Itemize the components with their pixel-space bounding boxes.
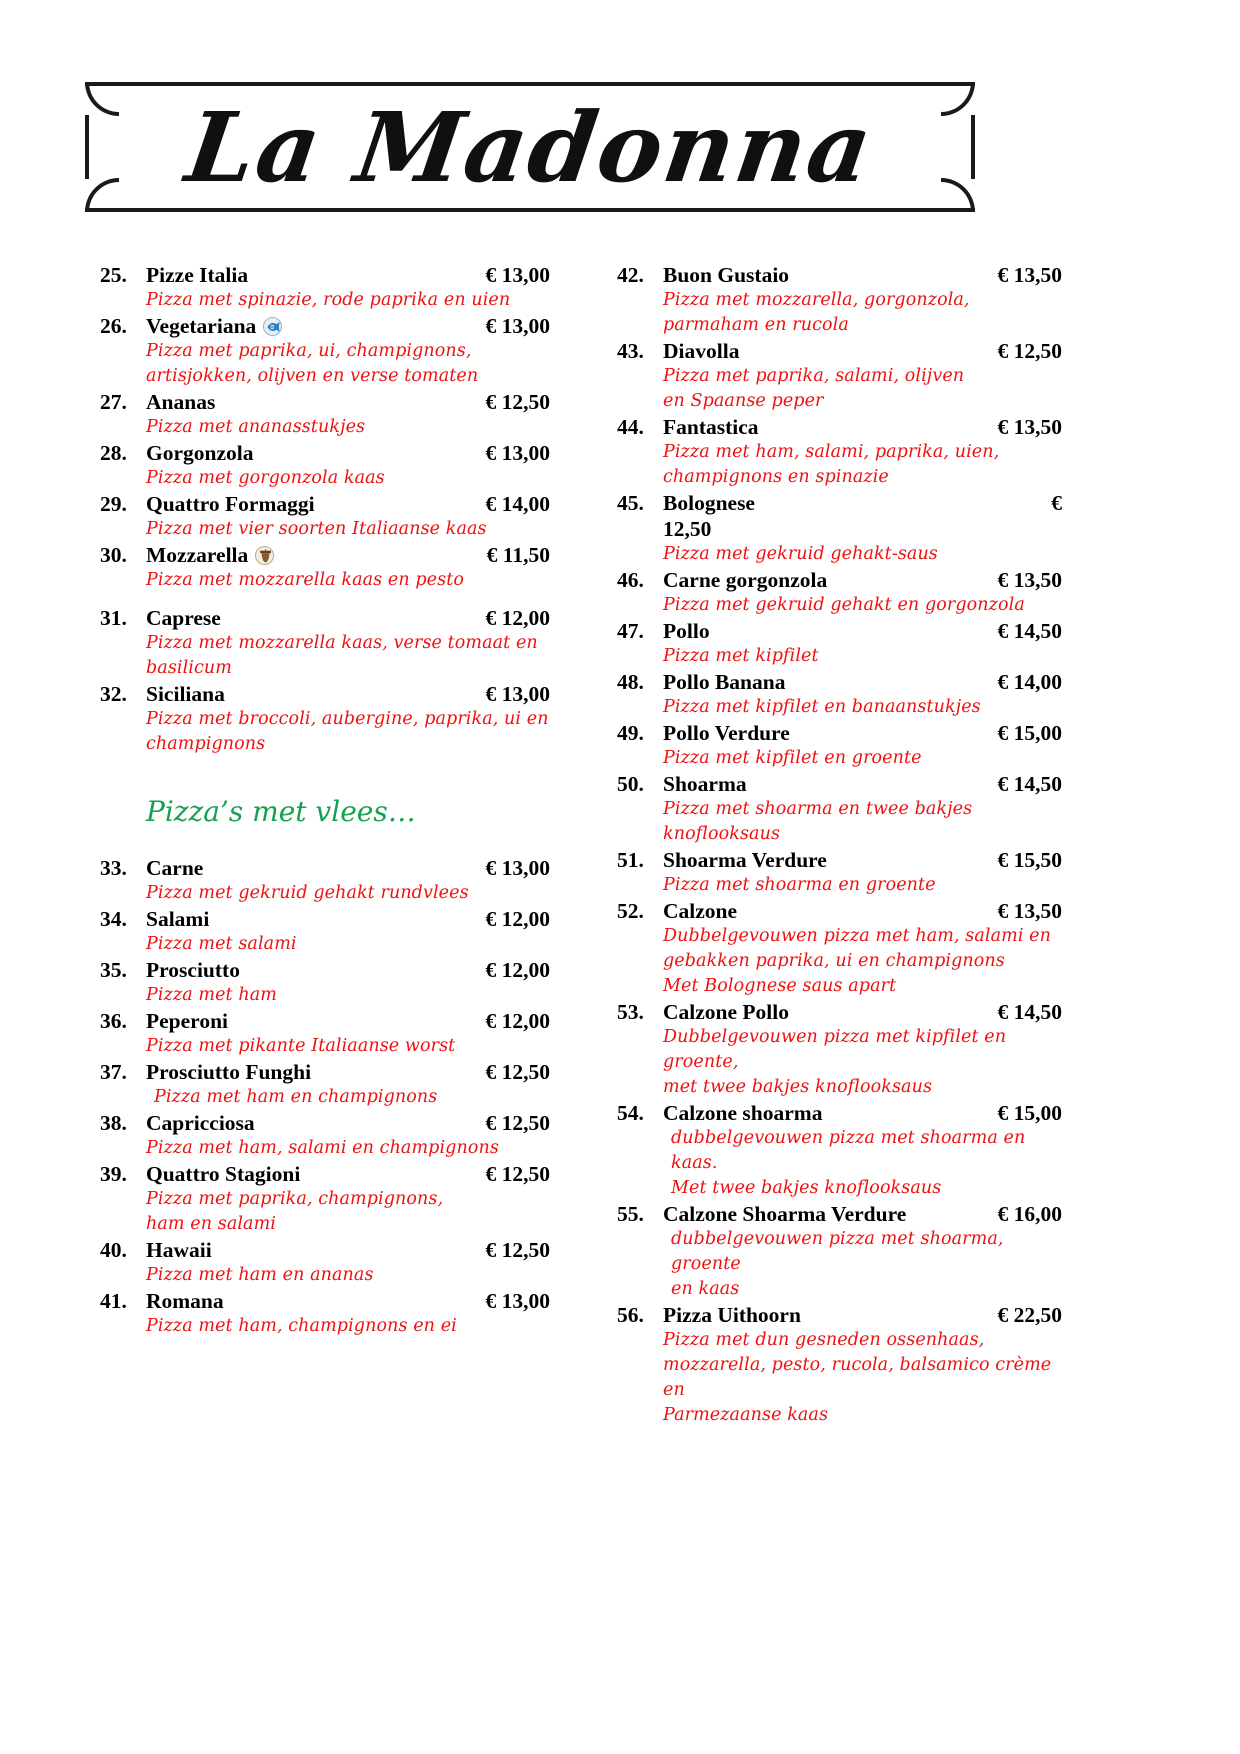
- menu-item: [100, 491, 550, 542]
- menu-item-description-line: Pizza met kipfilet en banaanstukjes: [663, 697, 981, 717]
- menu-item-description-line: Pizza met kipfilet: [663, 646, 819, 666]
- menu-item-name: [146, 1059, 476, 1085]
- menu-item-price: € 13,50: [997, 263, 1062, 287]
- menu-item-number: 43.: [617, 339, 644, 363]
- menu-item-header: [100, 1110, 550, 1136]
- menu-item: [617, 1302, 1062, 1428]
- menu-item-name-text: Calzone: [663, 899, 738, 923]
- menu-item-name: [146, 313, 476, 339]
- menu-item-price: € 12,50: [997, 339, 1062, 363]
- menu-column-left: [100, 262, 550, 1339]
- menu-item-description: [100, 932, 550, 957]
- menu-item-description-line: Pizza met dun gesneden ossenhaas,: [663, 1330, 985, 1350]
- menu-item-description-line: Pizza met ham, salami, paprika, uien,: [663, 442, 1000, 462]
- menu-item-description-line: champignons: [146, 734, 266, 754]
- menu-item: [617, 847, 1062, 898]
- menu-item: [100, 605, 550, 681]
- menu-item-number: 26.: [100, 314, 127, 338]
- menu-item-number: 34.: [100, 907, 127, 931]
- menu-item-price: €: [1051, 491, 1062, 515]
- menu-item-description-line: Pizza met paprika, ui, champignons,: [146, 341, 472, 361]
- menu-item-name-text: Fantastica: [663, 415, 759, 439]
- menu-item-name-text: Carne: [146, 856, 204, 880]
- menu-item-price: € 13,00: [485, 314, 550, 338]
- menu-item-description-line: met twee bakjes knoflooksaus: [663, 1077, 933, 1097]
- menu-item-name-text: Mozzarella: [146, 543, 249, 567]
- menu-item-description-line: Pizza met gekruid gehakt-saus: [663, 544, 938, 564]
- menu-item-description: [617, 542, 1062, 567]
- menu-item-description: [100, 415, 550, 440]
- menu-item-header: [100, 906, 550, 932]
- menu-item: [617, 1201, 1062, 1302]
- menu-item-header: [100, 1008, 550, 1034]
- menu-item-description-line: en kaas: [671, 1279, 740, 1299]
- menu-item-description: [100, 517, 550, 542]
- menu-item-header: [617, 847, 1062, 873]
- menu-item-description-line: Pizza met broccoli, aubergine, paprika, ui en: [146, 709, 549, 729]
- menu-item-name: [663, 999, 988, 1025]
- menu-item-header: [100, 1161, 550, 1187]
- menu-item-number: 29.: [100, 492, 127, 516]
- menu-item-description-line: gebakken paprika, ui en champignons: [663, 951, 1005, 971]
- menu-item-description-line: Pizza met ham, salami en champignons: [146, 1138, 499, 1158]
- menu-item-description-line: Pizza met mozzarella kaas en pesto: [146, 570, 464, 590]
- menu-item-description: [617, 364, 1062, 414]
- menu-item-description-line: en Spaanse peper: [663, 391, 824, 411]
- menu-item-description-line: Pizza met kipfilet en groente: [663, 748, 922, 768]
- menu-item-name: [663, 669, 988, 695]
- menu-item-header: [100, 681, 550, 707]
- menu-item-price: € 22,50: [997, 1303, 1062, 1327]
- menu-item-description: [100, 1187, 550, 1237]
- menu-item-description: [617, 1328, 1062, 1428]
- menu-item-name: [146, 855, 476, 881]
- menu-item-name-text: Gorgonzola: [146, 441, 254, 465]
- menu-item-number: 44.: [617, 415, 644, 439]
- menu-column-right: [617, 262, 1062, 1428]
- menu-item-name: [663, 1302, 988, 1328]
- menu-item-name: [146, 906, 476, 932]
- menu-item-description: [100, 339, 550, 389]
- menu-item-name: [146, 262, 476, 288]
- menu-item: [100, 957, 550, 1008]
- menu-item-number: 28.: [100, 441, 127, 465]
- menu-item: [100, 1288, 550, 1339]
- menu-item-header: [100, 491, 550, 517]
- menu-item-header: [617, 720, 1062, 746]
- menu-item-number: 50.: [617, 772, 644, 796]
- menu-item: [100, 906, 550, 957]
- menu-item-price: € 13,00: [485, 1289, 550, 1313]
- menu-item: [617, 618, 1062, 669]
- menu-item-price: € 13,00: [485, 856, 550, 880]
- menu-item-description: [100, 466, 550, 491]
- menu-item-number: 38.: [100, 1111, 127, 1135]
- menu-item-header: [617, 898, 1062, 924]
- menu-item: [100, 1110, 550, 1161]
- menu-item-description: [617, 695, 1062, 720]
- menu-item-number: 35.: [100, 958, 127, 982]
- menu-item-name: [663, 414, 988, 440]
- menu-item-price: € 12,00: [485, 1009, 550, 1033]
- menu-item-description-line: Pizza met pikante Italiaanse worst: [146, 1036, 456, 1056]
- menu-item-header: [100, 313, 550, 339]
- menu-item-description: [617, 924, 1062, 999]
- menu-item-description: [617, 746, 1062, 771]
- menu-item-price: € 14,50: [997, 1000, 1062, 1024]
- menu-item-description-line: Pizza met vier soorten Italiaanse kaas: [146, 519, 487, 539]
- menu-item-description-line: Pizza met salami: [146, 934, 297, 954]
- menu-item-name-text: Pizza Uithoorn: [663, 1303, 801, 1327]
- menu-item-price: € 12,00: [485, 606, 550, 630]
- menu-item-name: [146, 605, 476, 631]
- menu-item-price: € 14,00: [997, 670, 1062, 694]
- menu-item-header: [100, 1288, 550, 1314]
- menu-item-name-text: Peperoni: [146, 1009, 229, 1033]
- menu-item-description: [617, 593, 1062, 618]
- menu-item: [617, 898, 1062, 999]
- menu-item-price: € 15,50: [997, 848, 1062, 872]
- menu-item-header: [100, 1237, 550, 1263]
- menu-item-header: [617, 771, 1062, 797]
- menu-item-name: [146, 681, 476, 707]
- menu-item: [100, 1161, 550, 1237]
- menu-item-name-text: Pollo Banana: [663, 670, 786, 694]
- menu-item-description-line: Met twee bakjes knoflooksaus: [671, 1178, 942, 1198]
- menu-item-name: [663, 1201, 988, 1227]
- menu-item-name-text: Calzone Pollo: [663, 1000, 789, 1024]
- menu-item-name-text: Shoarma Verdure: [663, 848, 827, 872]
- menu-item-header: [100, 605, 550, 631]
- menu-item: [100, 855, 550, 906]
- menu-item-header: [100, 389, 550, 415]
- restaurant-name: La Madonna: [179, 91, 881, 204]
- menu-item-description-line: Pizza met paprika, salami, olijven: [663, 366, 965, 386]
- menu-item-name: [146, 1008, 476, 1034]
- menu-item: [617, 338, 1062, 414]
- menu-item-name-text: Buon Gustaio: [663, 263, 790, 287]
- menu-item-header: [100, 262, 550, 288]
- menu-item-name-text: Pizze Italia: [146, 263, 249, 287]
- menu-item-description: [617, 1025, 1062, 1100]
- menu-item-name: [663, 567, 988, 593]
- menu-item-description: [100, 288, 550, 313]
- menu-item-name: [663, 1100, 988, 1126]
- menu-item: [100, 262, 550, 313]
- menu-item-price: € 13,50: [997, 568, 1062, 592]
- menu-item: [100, 440, 550, 491]
- menu-item-number: 54.: [617, 1101, 644, 1125]
- menu-item-price: € 13,00: [485, 441, 550, 465]
- menu-item-header: [617, 414, 1062, 440]
- menu-item-description-line: Pizza met shoarma en groente: [663, 875, 936, 895]
- menu-item-number: 48.: [617, 670, 644, 694]
- menu-item-name-text: Bolognese: [663, 491, 755, 515]
- menu-item-number: 55.: [617, 1202, 644, 1226]
- menu-item-header: [617, 262, 1062, 288]
- menu-item-description: [100, 1034, 550, 1059]
- menu-item-price: € 15,00: [997, 1101, 1062, 1125]
- menu-item-number: 56.: [617, 1303, 644, 1327]
- menu-item-price: € 13,00: [485, 263, 550, 287]
- menu-item-name: [146, 389, 476, 415]
- menu-item-name: [663, 898, 988, 924]
- menu-item-name-text: Pollo: [663, 619, 710, 643]
- menu-item: [100, 1008, 550, 1059]
- menu-item-description-line: mozzarella, pesto, rucola, balsamico crème en: [663, 1355, 1052, 1400]
- menu-item: [617, 720, 1062, 771]
- menu-item-price: € 15,00: [997, 721, 1062, 745]
- menu-item-price: € 12,50: [485, 1060, 550, 1084]
- menu-item-header: [617, 567, 1062, 593]
- menu-item-description-line: Parmezaanse kaas: [663, 1405, 829, 1425]
- menu-item-name: [146, 542, 477, 568]
- menu-item-name: [663, 847, 988, 873]
- menu-item-description-line: Pizza met ham en ananas: [146, 1265, 374, 1285]
- menu-item-name-text: Prosciutto: [146, 958, 240, 982]
- menu-item-number: 46.: [617, 568, 644, 592]
- menu-item-price: € 13,00: [485, 682, 550, 706]
- menu-item-name: [663, 490, 755, 516]
- menu-item-description-line: basilicum: [146, 658, 232, 678]
- menu-item-description: [617, 1126, 1062, 1201]
- menu-item-description: [617, 873, 1062, 898]
- menu-item-number: 36.: [100, 1009, 127, 1033]
- menu-item-number: 33.: [100, 856, 127, 880]
- menu-item-number: 30.: [100, 543, 127, 567]
- menu-item-description-line: Pizza met ham en champignons: [154, 1087, 438, 1107]
- menu-item: [100, 542, 550, 593]
- menu-item-name-text: Caprese: [146, 606, 221, 630]
- menu-item-name-text: Diavolla: [663, 339, 740, 363]
- menu-item-header: [617, 1100, 1062, 1126]
- menu-item-header: [100, 957, 550, 983]
- menu-item-number: 45.: [617, 491, 644, 515]
- menu-item-number: 47.: [617, 619, 644, 643]
- menu-item-price: € 14,50: [997, 772, 1062, 796]
- menu-item-name-text: Carne gorgonzola: [663, 568, 828, 592]
- menu-item-header: [617, 1302, 1062, 1328]
- menu-item-price: € 13,50: [997, 415, 1062, 439]
- menu-item-name-text: Capricciosa: [146, 1111, 255, 1135]
- menu-item-header: [100, 542, 550, 568]
- menu-item-description: [100, 1314, 550, 1339]
- menu-item-description-line: Pizza met ham: [146, 985, 277, 1005]
- menu-item: [617, 669, 1062, 720]
- menu-item-number: 49.: [617, 721, 644, 745]
- menu-item: [100, 313, 550, 389]
- menu-item-name-text: Salami: [146, 907, 210, 931]
- menu-item-description-line: Pizza met ham, champignons en ei: [146, 1316, 457, 1336]
- menu-item-name-text: Ananas: [146, 390, 216, 414]
- section-heading: Pizza’s met vlees…: [146, 795, 416, 828]
- menu-item-number: 52.: [617, 899, 644, 923]
- menu-item-name-text: Hawaii: [146, 1238, 212, 1262]
- menu-item-name-text: Calzone Shoarma Verdure: [663, 1202, 907, 1226]
- menu-item-header: [617, 618, 1062, 644]
- menu-item-description-line: Pizza met spinazie, rode paprika en uien: [146, 290, 511, 310]
- menu-item-number: 32.: [100, 682, 127, 706]
- menu-item-description-line: Pizza met gekruid gehakt rundvlees: [146, 883, 469, 903]
- menu-item-header: [617, 669, 1062, 695]
- menu-item-name-text: Calzone shoarma: [663, 1101, 823, 1125]
- menu-item-number: 27.: [100, 390, 127, 414]
- menu-item: [100, 1237, 550, 1288]
- menu-item-name: [146, 1237, 476, 1263]
- menu-item-name: [146, 957, 476, 983]
- menu-item-description: [617, 288, 1062, 338]
- menu-item-name: [663, 771, 988, 797]
- menu-item-number: 42.: [617, 263, 644, 287]
- menu-item-name-text: Vegetariana: [146, 314, 257, 338]
- menu-item-description-line: champignons en spinazie: [663, 467, 889, 487]
- menu-item: [617, 771, 1062, 847]
- menu-item: [100, 1059, 550, 1110]
- menu-item-name: [146, 440, 476, 466]
- menu-item-price: € 12,50: [485, 1111, 550, 1135]
- menu-item-name: [663, 262, 988, 288]
- menu-item-header: [100, 440, 550, 466]
- menu-item: [617, 414, 1062, 490]
- menu-item-description: [100, 568, 550, 593]
- menu-item-description-line: Met Bolognese saus apart: [663, 976, 897, 996]
- menu-item-description-line: Pizza met ananasstukjes: [146, 417, 366, 437]
- menu-item: [100, 681, 550, 757]
- menu-item-description-line: dubbelgevouwen pizza met shoarma, groente: [671, 1229, 1004, 1274]
- menu-item-name-text: Quattro Formaggi: [146, 492, 315, 516]
- menu-item-number: 39.: [100, 1162, 127, 1186]
- menu-item-name-text: Siciliana: [146, 682, 225, 706]
- menu-item-name-text: Prosciutto Funghi: [146, 1060, 312, 1084]
- menu-item-description: [100, 1085, 550, 1110]
- menu-item-description-line: ham en salami: [146, 1214, 276, 1234]
- menu-item-price: € 11,50: [486, 543, 550, 567]
- menu-item: [100, 389, 550, 440]
- menu-item-header: [100, 855, 550, 881]
- menu-item-description: [100, 983, 550, 1008]
- menu-item-price: € 12,00: [485, 958, 550, 982]
- menu-item-name: [663, 618, 988, 644]
- menu-item-header: [617, 338, 1062, 364]
- menu-item-name: [146, 491, 476, 517]
- menu-item-price: € 12,00: [485, 907, 550, 931]
- menu-item-description: [617, 644, 1062, 669]
- menu-item-description: [100, 707, 550, 757]
- menu-item-header: [617, 999, 1062, 1025]
- menu-item-number: 25.: [100, 263, 127, 287]
- menu-item-price: € 14,00: [485, 492, 550, 516]
- menu-item-price: € 14,50: [997, 619, 1062, 643]
- menu-item-number: 51.: [617, 848, 644, 872]
- menu-item-price: € 12,50: [485, 390, 550, 414]
- menu-item-description-line: Dubbelgevouwen pizza met kipfilet en groente,: [663, 1027, 1007, 1072]
- menu-item-header: [100, 1059, 550, 1085]
- menu-item-price: € 12,50: [485, 1238, 550, 1262]
- menu-item-number: 40.: [100, 1238, 127, 1262]
- menu-item-name: [146, 1288, 476, 1314]
- menu-item-description: [617, 440, 1062, 490]
- acorn-icon: [255, 546, 274, 565]
- menu-item-price: € 16,00: [997, 1202, 1062, 1226]
- menu-item: [617, 262, 1062, 338]
- menu-item-description-line: Pizza met paprika, champignons,: [146, 1189, 444, 1209]
- menu-item-number: 37.: [100, 1060, 127, 1084]
- menu-item-description-line: parmaham en rucola: [663, 315, 849, 335]
- menu-item-description-line: Pizza met mozzarella kaas, verse tomaat en: [146, 633, 538, 653]
- menu-item-name-text: Quattro Stagioni: [146, 1162, 301, 1186]
- menu-item-description: [100, 881, 550, 906]
- menu-item-description: [617, 797, 1062, 847]
- menu-item-description: [100, 631, 550, 681]
- menu-item-price: € 13,50: [997, 899, 1062, 923]
- menu-item-description-line: Dubbelgevouwen pizza met ham, salami en: [663, 926, 1052, 946]
- menu-item-name-text: Romana: [146, 1289, 224, 1313]
- menu-item-description-line: Pizza met gorgonzola kaas: [146, 468, 385, 488]
- menu-item-description-line: Pizza met shoarma en twee bakjes: [663, 799, 973, 819]
- menu-item-header: [617, 490, 1062, 516]
- menu-item-description-line: knoflooksaus: [663, 824, 781, 844]
- menu-item-name-text: Shoarma: [663, 772, 747, 796]
- menu-item: [617, 999, 1062, 1100]
- fish-icon: [263, 317, 282, 336]
- menu-item-header: [617, 1201, 1062, 1227]
- menu-item: [617, 567, 1062, 618]
- menu-item-description-line: Pizza met gekruid gehakt en gorgonzola: [663, 595, 1025, 615]
- menu-item-number: 31.: [100, 606, 127, 630]
- menu-item-price: € 12,50: [485, 1162, 550, 1186]
- menu-item-description-line: dubbelgevouwen pizza met shoarma en kaas.: [671, 1128, 1026, 1173]
- menu-item-name-text: Pollo Verdure: [663, 721, 790, 745]
- menu-item-description: [100, 1263, 550, 1288]
- menu-item-price-continued: 12,50: [663, 517, 712, 541]
- menu-header-plaque: [85, 82, 975, 212]
- menu-item-name: [663, 720, 988, 746]
- menu-item-description: [100, 1136, 550, 1161]
- menu-item-description: [617, 1227, 1062, 1302]
- menu-item: [617, 1100, 1062, 1201]
- menu-item-number: 53.: [617, 1000, 644, 1024]
- menu-item-description-line: Pizza met mozzarella, gorgonzola,: [663, 290, 970, 310]
- menu-item-name: [146, 1161, 476, 1187]
- menu-item-name: [663, 338, 988, 364]
- menu-item-name: [146, 1110, 476, 1136]
- menu-item-description-line: artisjokken, olijven en verse tomaten: [146, 366, 479, 386]
- menu-item-number: 41.: [100, 1289, 127, 1313]
- menu-item: [617, 490, 1062, 567]
